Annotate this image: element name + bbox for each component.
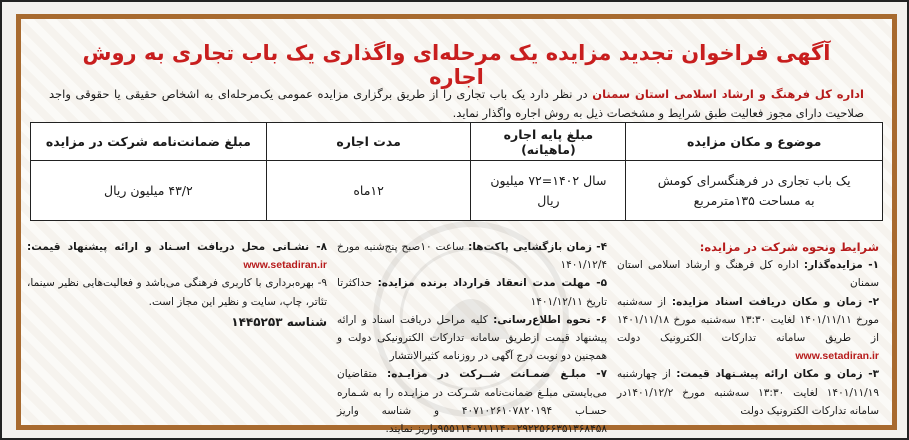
header-duration: مدت اجاره [266, 123, 471, 161]
subject-line-2: به مساحت ۱۳۵مترمربع [693, 192, 815, 208]
setadiran-link[interactable]: www.setadiran.ir [795, 350, 879, 363]
condition-7: ۷- مبلـغ ضمـانت شــرکت در مزایـده: متقاضیان می‌بایستی مبلـغ ضمانت‌نامه شـرکت در مزایـده را به شـماره حسـاب ۴۰۷۱۰۲۶۱۰۷۸۲۰۱۹۴ و شناسه واریز ۹۵۵۱۱۴۰۷۱۱۱۴۰۰۲۹۲۲۵۶۶۳۵۱۳۶۸۴۵۸واریز نمایند. [337, 368, 608, 436]
notice-id: شناسه ۱۴۴۵۲۵۳ [231, 314, 327, 329]
setadiran-link-2[interactable]: www.setadiran.ir [243, 259, 327, 272]
conditions-heading: شرایط ونحوه شرکت در مزایده: [699, 240, 879, 254]
intro-paragraph [49, 85, 864, 123]
condition-9: ۹- بهره‌برداری با کاربری فرهنگی می‌باشد و فعالیت‌هایی نظیر سینما، تئاتر، چاپ، سایت و نظیر این مجاز است. [27, 277, 327, 308]
header-subject: موضوع و مکان مزایده [626, 123, 883, 161]
conditions-column-left [27, 238, 327, 331]
organization-name: اداره کل فرهنگ و ارشاد اسلامی استان سمنان [592, 87, 865, 101]
conditions-column-middle [337, 238, 607, 438]
table-row [31, 161, 883, 221]
condition-8: ۸- نشـانی محل دریافت اسـناد و ارائه پیشنهاد قیمت: www.setadiran.ir [27, 241, 327, 272]
cell-base-rent: سال ۱۴۰۲=۷۲ میلیون ریال [471, 161, 626, 221]
auction-table [30, 122, 883, 221]
header-guarantee: مبلغ ضمانت‌نامه شرکت در مزایده [31, 123, 267, 161]
cell-subject [626, 161, 883, 221]
intro-text: در نظر دارد یک باب تجاری را از طریق برگزاری مزایده عمومی یک‌مرحله‌ای به اشخاص حقیقی یا حقوقی واجد صلاحیت دارای مجوز فعالیت طبق شرایط و مشخصات ذیل به روش اجاره واگذار نماید. [49, 87, 864, 120]
table-header-row [31, 123, 883, 161]
header-base-rent: مبلغ پایه اجاره (ماهیانه) [471, 123, 626, 161]
condition-2: ۲- زمان و مکان دریافت اسناد مزایده: از سه‌شنبه مورخ ۱۴۰۱/۱۱/۱۱ لغایت ۱۳:۳۰ سه‌شنبه مورخ ۱۴۰۱/۱۱/۱۸ از طریق سامانه تدارکات الکترونیک دولت www.setadiran.ir [617, 295, 879, 363]
notice-title: آگهی فراخوان تجدید مزایده یک مرحله‌ای واگذاری یک باب تجاری به روش اجاره [82, 41, 831, 89]
cell-guarantee: ۴۳/۲ میلیون ریال [31, 161, 267, 221]
condition-6: ۶- نحوه اطلاع‌رسانی: کلیه مراحل دریافت اسناد و ارائه پیشنهاد قیمت ازطریق سامانه تدارکات الکترونیکی دولت و همچنین دو نوبت درج آگهی در روزنامه کثیرالانتشار [337, 313, 607, 363]
condition-5: ۵- مهلت مدت انعقاد قرارداد برنده مزایده: حداکثرتا تاریخ ۱۴۰۱/۱۲/۱۱ [337, 277, 608, 308]
condition-1: ۱- مزایده‌گذار: اداره کل فرهنگ و ارشاد اسلامی استان سمنان [617, 259, 879, 290]
condition-4: ۴- زمان بازگشایی پاکت‌ها: ساعت ۱۰صبح پنج‌شنبه مورخ ۱۴۰۱/۱۲/۴ [337, 241, 607, 272]
cell-duration: ۱۲ماه [266, 161, 471, 221]
subject-line-1: یک باب تجاری در فرهنگسرای کومش [657, 172, 851, 188]
conditions-column-right [617, 238, 879, 420]
condition-3: ۳- زمان و مکان ارائه پیشـنهاد قیمت: از چهارشنبه ۱۴۰۱/۱۱/۱۹ لغایت ۱۳:۳۰ سه‌شنبه مورخ ۱۴۰۱/۱۲/۲در سامانه تدارکات الکترونیک دولت [617, 368, 880, 417]
